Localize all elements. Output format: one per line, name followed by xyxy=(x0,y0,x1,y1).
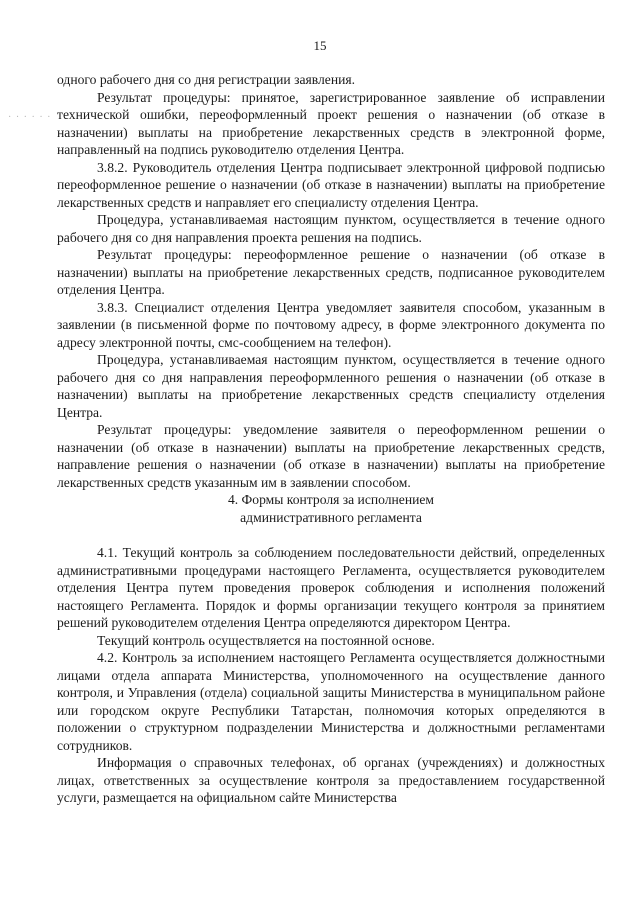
paragraph: 3.8.2. Руководитель отделения Центра подписывает электронной цифровой подписью переоформленное решение о назначении (об отказе в назначении) выплаты на приобретение лекарственных средств и направляет его специалисту отделения Центра. xyxy=(57,159,605,210)
paragraph: 3.8.3. Специалист отделения Центра уведомляет заявителя способом, указанным в заявлении (в письменной форме по почтовому адресу, в форме электронного документа по адресу электронной почты, смс-сообщением на телефон). xyxy=(57,299,605,350)
page-number: 15 xyxy=(313,38,327,53)
paragraph: 4.2. Контроль за исполнением настоящего Регламента осуществляется должностными лицами отдела аппарата Министерства, уполномоченного на осуществление данного контроля, и Управления (отдела) социальной защиты Министерства в муниципальном районе или городском округе Республики Татарстан, полномочия которых определяются в положении о структурном подразделении Министерства и должностными регламентами сотрудников. xyxy=(57,650,605,753)
paragraph: Процедура, устанавливаемая настоящим пунктом, осуществляется в течение одного рабочего дня со дня направления переоформленного решения о назначении (об отказе в назначении) выплаты на приобретение лекарственных средств специалисту отделения Центра. xyxy=(57,352,605,420)
paragraph: Результат процедуры: принятое, зарегистрированное заявление об исправлении технической ошибки, переоформленный проект решения о назначении (об отказе в назначении) выплаты на приобретение лекарственных средств в электронной форме, направленный на подпись руководителю отделения Центра. xyxy=(57,89,605,157)
paragraph: Процедура, устанавливаемая настоящим пунктом, осуществляется в течение одного рабочего дня со дня направления проекта решения на подпись. xyxy=(57,212,605,245)
document-body xyxy=(57,71,605,807)
margin-marks: · · · · · · xyxy=(8,112,52,123)
paragraph: Текущий контроль осуществляется на постоянной основе. xyxy=(97,632,435,648)
paragraph: Результат процедуры: переоформленное решение о назначении (об отказе в назначении) выплаты на приобретение лекарственных средств, подписанное руководителем отделения Центра. xyxy=(57,247,605,297)
section-heading-line-2: административного регламента xyxy=(240,509,422,525)
paragraph: 4.1. Текущий контроль за соблюдением последовательности действий, определенных административными процедурами настоящего Регламента, осуществляется руководителем отделения Центра путем проведения проверок соблюдения и исполнения положений настоящего Регламента. Порядок и формы организации текущего контроля за принятием решений руководителем отделения Центра определяются директором Центра. xyxy=(57,545,605,630)
section-heading-line-1: 4. Формы контроля за исполнением xyxy=(227,492,435,507)
paragraph: одного рабочего дня со дня регистрации заявления. xyxy=(57,72,356,87)
paragraph: Информация о справочных телефонах, об органах (учреждениях) и должностных лицах, ответственных за осуществление контроля за предоставлением государственной услуги, размещается на официальном сайте Министерства xyxy=(57,755,605,805)
spacer xyxy=(57,526,605,544)
paragraph: Результат процедуры: уведомление заявителя о переоформленном решении о назначении (об отказе в назначении) выплаты на приобретение лекарственных средств, направление решения о назначении (об отказе в назначении) выплаты на приобретение лекарственных средств указанным им в заявлении способом. xyxy=(57,422,605,490)
